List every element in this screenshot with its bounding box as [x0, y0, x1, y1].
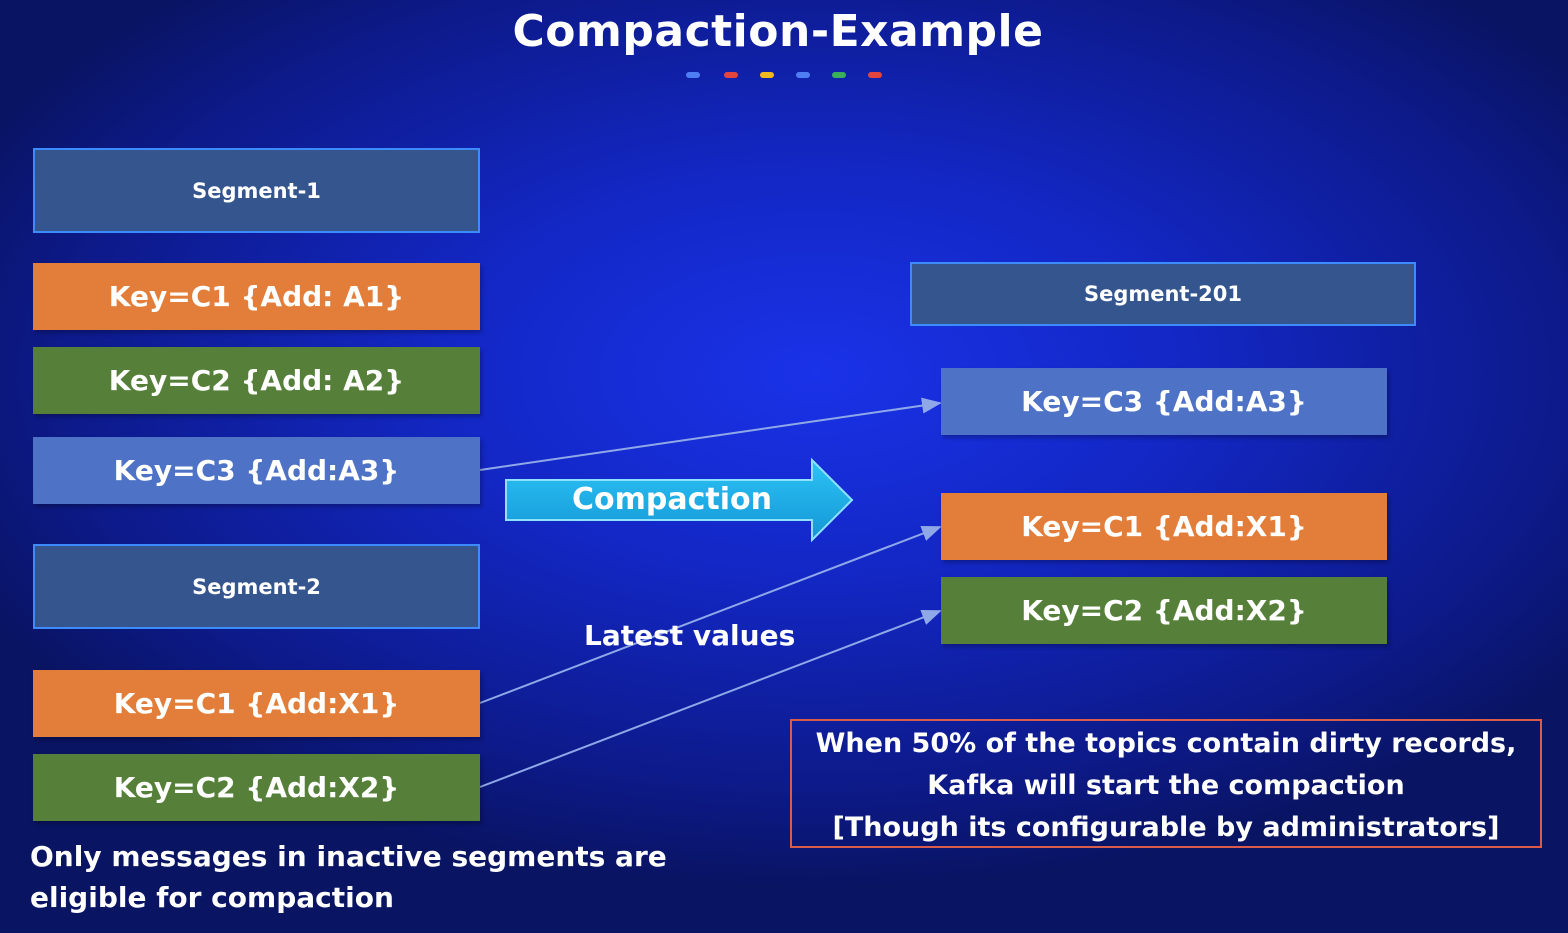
- segment-2-header: Segment-2: [33, 544, 480, 629]
- note-line-2: Kafka will start the compaction: [927, 770, 1405, 801]
- latest-values-label: Latest values: [584, 619, 796, 652]
- compaction-arrow-label: Compaction: [572, 482, 772, 517]
- segment-1-record-c3: Key=C3 {Add:A3}: [33, 437, 480, 504]
- segment-1-record-c1: Key=C1 {Add: A1}: [33, 263, 480, 330]
- note-line-1: When 50% of the topics contain dirty records,: [815, 728, 1517, 759]
- connector-c3-line: [480, 403, 940, 470]
- note-line-3: [Though its configurable by administrators]: [832, 812, 1500, 843]
- segment-201-record-c2: Key=C2 {Add:X2}: [941, 577, 1387, 644]
- segment-201-record-c1: Key=C1 {Add:X1}: [941, 493, 1387, 560]
- segment-1-header: Segment-1: [33, 148, 480, 233]
- segment-201-record-c3: Key=C3 {Add:A3}: [941, 368, 1387, 435]
- compaction-note-box: [790, 719, 1542, 848]
- footnote: [30, 836, 667, 918]
- segment-2-record-c1: Key=C1 {Add:X1}: [33, 670, 480, 737]
- page-title: Compaction-Example: [512, 6, 1044, 57]
- footnote-line-1: Only messages in inactive segments are: [30, 840, 667, 873]
- connector-c1-line: [480, 527, 940, 703]
- segment-2-record-c2: Key=C2 {Add:X2}: [33, 754, 480, 821]
- segment-201-header: Segment-201: [910, 262, 1416, 326]
- footnote-line-2: eligible for compaction: [30, 881, 394, 914]
- segment-1-record-c2: Key=C2 {Add: A2}: [33, 347, 480, 414]
